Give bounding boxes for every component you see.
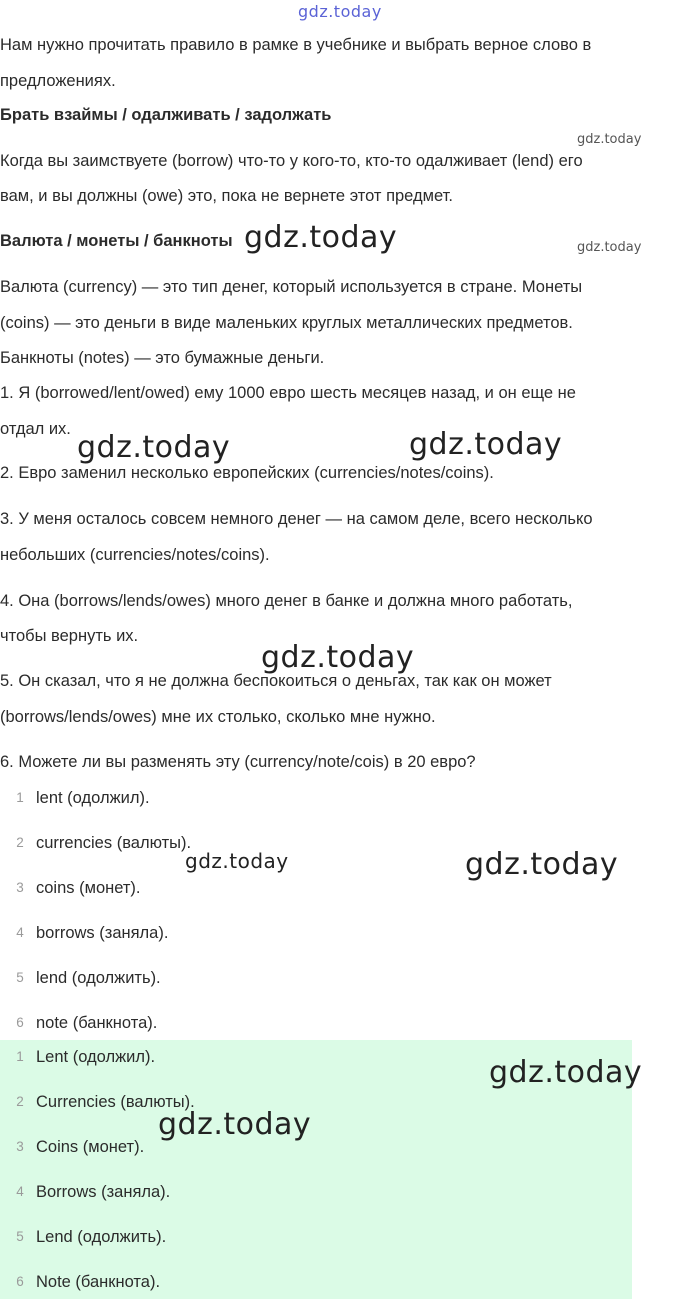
section2-text-3: Банкноты (notes) — это бумажные деньги. bbox=[0, 349, 325, 367]
answer-number: 3 bbox=[16, 1139, 24, 1154]
section2-text-1: Валюта (currency) — это тип денег, который используется в стране. Монеты bbox=[0, 278, 583, 296]
answer-number: 6 bbox=[16, 1015, 24, 1030]
exercise-5b: (borrows/lends/owes) мне их столько, сколько мне нужно. bbox=[0, 708, 436, 726]
answer-number: 6 bbox=[16, 1274, 24, 1289]
watermark: gdz.today bbox=[158, 1107, 312, 1142]
answer-text: currencies (валюты). bbox=[36, 834, 192, 852]
exercise-1a: 1. Я (borrowed/lent/owed) ему 1000 евро шесть месяцев назад, и он еще не bbox=[0, 384, 576, 402]
answer-number: 1 bbox=[16, 1049, 24, 1064]
answer-text: note (банкнота). bbox=[36, 1014, 158, 1032]
watermark: gdz.today bbox=[261, 640, 415, 675]
intro-line-1: Нам нужно прочитать правило в рамке в учебнике и выбрать верное слово в bbox=[0, 36, 592, 54]
answer-text: Coins (монет). bbox=[36, 1138, 145, 1156]
section1-heading: Брать взаймы / одалживать / задолжать bbox=[0, 106, 332, 124]
watermark: gdz.today bbox=[577, 132, 642, 147]
section1-text-2: вам, и вы должны (owe) это, пока не вернете этот предмет. bbox=[0, 187, 453, 205]
answer-number: 4 bbox=[16, 1184, 24, 1199]
exercise-5a: 5. Он сказал, что я не должна беспокоиться о деньгах, так как он может bbox=[0, 672, 552, 690]
watermark: gdz.today bbox=[465, 847, 619, 882]
answer-text: Borrows (заняла). bbox=[36, 1183, 171, 1201]
watermark-top: gdz.today bbox=[298, 2, 382, 21]
answer-text: borrows (заняла). bbox=[36, 924, 169, 942]
intro-line-2: предложениях. bbox=[0, 72, 116, 90]
watermark: gdz.today bbox=[577, 240, 642, 255]
exercise-3a: 3. У меня осталось совсем немного денег — на самом деле, всего несколько bbox=[0, 510, 593, 528]
answer-number: 4 bbox=[16, 925, 24, 940]
answer-text: Lent (одолжил). bbox=[36, 1048, 156, 1066]
section2-text-2: (coins) — это деньги в виде маленьких круглых металлических предметов. bbox=[0, 314, 573, 332]
answer-number: 5 bbox=[16, 970, 24, 985]
answer-number: 1 bbox=[16, 790, 24, 805]
answer-number: 5 bbox=[16, 1229, 24, 1244]
exercise-2: 2. Евро заменил несколько европейских (currencies/notes/coins). bbox=[0, 464, 494, 482]
watermark: gdz.today bbox=[409, 427, 563, 462]
answer-text: lent (одолжил). bbox=[36, 789, 150, 807]
answer-number: 3 bbox=[16, 880, 24, 895]
section2-heading: Валюта / монеты / банкноты bbox=[0, 232, 233, 250]
answer-number: 2 bbox=[16, 835, 24, 850]
watermark: gdz.today bbox=[244, 220, 398, 255]
answer-text: lend (одолжить). bbox=[36, 969, 161, 987]
exercise-1b: отдал их. bbox=[0, 420, 71, 438]
answer-text: Currencies (валюты). bbox=[36, 1093, 195, 1111]
answer-text: coins (монет). bbox=[36, 879, 141, 897]
exercise-4b: чтобы вернуть их. bbox=[0, 627, 139, 645]
watermark: gdz.today bbox=[489, 1055, 643, 1090]
watermark: gdz.today bbox=[185, 849, 289, 873]
answer-text: Lend (одолжить). bbox=[36, 1228, 167, 1246]
exercise-6: 6. Можете ли вы разменять эту (currency/note/cois) в 20 евро? bbox=[0, 753, 476, 771]
answer-text: Note (банкнота). bbox=[36, 1273, 161, 1291]
answer-number: 2 bbox=[16, 1094, 24, 1109]
watermark: gdz.today bbox=[77, 430, 231, 465]
exercise-4a: 4. Она (borrows/lends/owes) много денег в банке и должна много работать, bbox=[0, 592, 573, 610]
section1-text-1: Когда вы заимствуете (borrow) что-то у кого-то, кто-то одалживает (lend) его bbox=[0, 152, 583, 170]
exercise-3b: небольших (currencies/notes/coins). bbox=[0, 546, 270, 564]
